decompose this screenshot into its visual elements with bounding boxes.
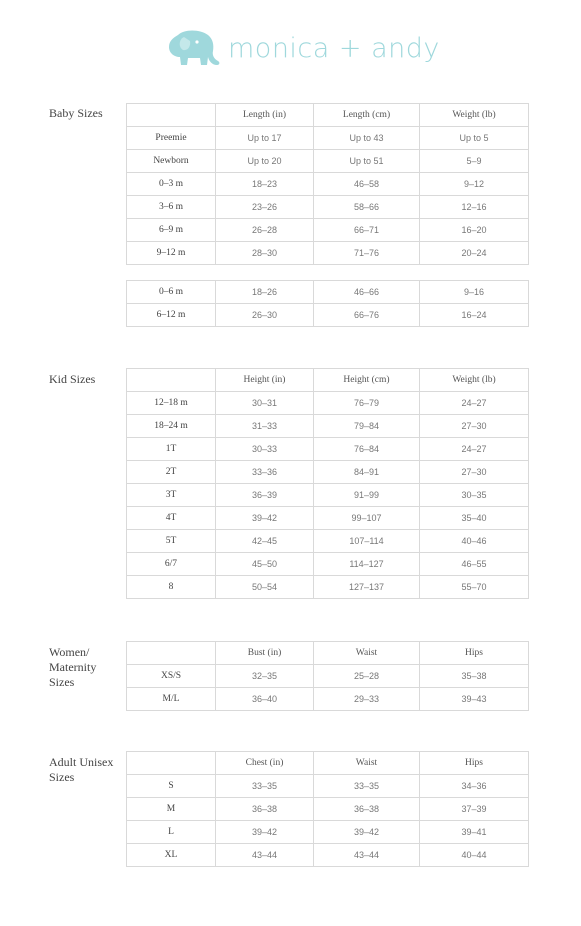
measurement-cell: 5–9 [420, 150, 529, 173]
table-row [127, 798, 529, 821]
measurement-cell: Up to 17 [216, 127, 314, 150]
measurement-cell: 18–23 [216, 173, 314, 196]
column-header: Length (in) [216, 104, 314, 127]
table-header-row [127, 642, 529, 665]
measurement-cell: Up to 20 [216, 150, 314, 173]
measurement-cell: 46–58 [314, 173, 420, 196]
header-cell-empty [127, 104, 216, 127]
measurement-cell: 23–26 [216, 196, 314, 219]
size-label-cell: XL [127, 844, 216, 867]
table-row [127, 665, 529, 688]
measurement-cell: 35–38 [420, 665, 529, 688]
baby-sizes-table-extra [126, 280, 529, 327]
size-label-cell: 4T [127, 507, 216, 530]
table-row [127, 438, 529, 461]
column-header: Weight (lb) [420, 369, 529, 392]
table-row [127, 553, 529, 576]
table-row [127, 844, 529, 867]
women-title-line: Maternity [49, 660, 97, 674]
table-row [127, 173, 529, 196]
size-label-cell: 9–12 m [127, 242, 216, 265]
measurement-cell: 66–71 [314, 219, 420, 242]
adult-title-line: Adult Unisex [49, 755, 114, 769]
measurement-cell: 27–30 [420, 461, 529, 484]
measurement-cell: 34–36 [420, 775, 529, 798]
baby-sizes-table [126, 103, 529, 265]
measurement-cell: 107–114 [314, 530, 420, 553]
measurement-cell: 27–30 [420, 415, 529, 438]
column-header: Height (cm) [314, 369, 420, 392]
measurement-cell: 25–28 [314, 665, 420, 688]
table-header-row [127, 752, 529, 775]
column-header: Height (in) [216, 369, 314, 392]
table-row [127, 688, 529, 711]
measurement-cell: 76–84 [314, 438, 420, 461]
measurement-cell: 33–35 [216, 775, 314, 798]
adult-sizes-title [49, 755, 113, 785]
table-row [127, 821, 529, 844]
measurement-cell: 24–27 [420, 392, 529, 415]
size-label-cell: 12–18 m [127, 392, 216, 415]
table-row [127, 530, 529, 553]
measurement-cell: 30–35 [420, 484, 529, 507]
measurement-cell: 33–36 [216, 461, 314, 484]
measurement-cell: Up to 5 [420, 127, 529, 150]
measurement-cell: 50–54 [216, 576, 314, 599]
measurement-cell: 39–42 [314, 821, 420, 844]
table-row [127, 127, 529, 150]
size-label-cell: Newborn [127, 150, 216, 173]
measurement-cell: 35–40 [420, 507, 529, 530]
table-row [127, 415, 529, 438]
header-cell-empty [127, 642, 216, 665]
measurement-cell: 29–33 [314, 688, 420, 711]
table-header-row [127, 104, 529, 127]
measurement-cell: 36–38 [314, 798, 420, 821]
women-sizes-table [126, 641, 529, 711]
measurement-cell: 42–45 [216, 530, 314, 553]
measurement-cell: 46–66 [314, 281, 420, 304]
table-row [127, 576, 529, 599]
table-row [127, 304, 529, 327]
measurement-cell: 24–27 [420, 438, 529, 461]
measurement-cell: 79–84 [314, 415, 420, 438]
measurement-cell: 31–33 [216, 415, 314, 438]
size-label-cell: 3–6 m [127, 196, 216, 219]
adult-sizes-table [126, 751, 529, 867]
table-row [127, 461, 529, 484]
measurement-cell: 40–46 [420, 530, 529, 553]
size-label-cell: 1T [127, 438, 216, 461]
size-label-cell: 6–12 m [127, 304, 216, 327]
column-header: Waist [314, 642, 420, 665]
table-row [127, 242, 529, 265]
measurement-cell: 58–66 [314, 196, 420, 219]
elephant-icon [164, 27, 222, 69]
size-label-cell: 8 [127, 576, 216, 599]
measurement-cell: 16–24 [420, 304, 529, 327]
measurement-cell: 46–55 [420, 553, 529, 576]
column-header: Chest (in) [216, 752, 314, 775]
measurement-cell: Up to 43 [314, 127, 420, 150]
size-label-cell: Preemie [127, 127, 216, 150]
table-row [127, 775, 529, 798]
measurement-cell: 40–44 [420, 844, 529, 867]
women-title-line: Women/ [49, 645, 90, 659]
measurement-cell: 39–41 [420, 821, 529, 844]
size-label-cell: 5T [127, 530, 216, 553]
size-label-cell: 18–24 m [127, 415, 216, 438]
table-row [127, 507, 529, 530]
adult-title-line: Sizes [49, 770, 75, 784]
brand-name: monica + andy [228, 32, 440, 64]
measurement-cell: 99–107 [314, 507, 420, 530]
measurement-cell: 43–44 [314, 844, 420, 867]
measurement-cell: 37–39 [420, 798, 529, 821]
measurement-cell: 26–30 [216, 304, 314, 327]
size-label-cell: 0–3 m [127, 173, 216, 196]
measurement-cell: 9–16 [420, 281, 529, 304]
measurement-cell: 43–44 [216, 844, 314, 867]
measurement-cell: 84–91 [314, 461, 420, 484]
header-cell-empty [127, 752, 216, 775]
size-label-cell: L [127, 821, 216, 844]
measurement-cell: 36–39 [216, 484, 314, 507]
table-row [127, 219, 529, 242]
column-header: Hips [420, 752, 529, 775]
baby-sizes-title: Baby Sizes [49, 106, 103, 120]
column-header: Waist [314, 752, 420, 775]
table-row [127, 196, 529, 219]
measurement-cell: 33–35 [314, 775, 420, 798]
measurement-cell: 45–50 [216, 553, 314, 576]
header-cell-empty [127, 369, 216, 392]
measurement-cell: 36–40 [216, 688, 314, 711]
measurement-cell: 36–38 [216, 798, 314, 821]
measurement-cell: 114–127 [314, 553, 420, 576]
measurement-cell: 12–16 [420, 196, 529, 219]
measurement-cell: 76–79 [314, 392, 420, 415]
size-label-cell: M [127, 798, 216, 821]
measurement-cell: 39–43 [420, 688, 529, 711]
measurement-cell: 30–31 [216, 392, 314, 415]
measurement-cell: Up to 51 [314, 150, 420, 173]
measurement-cell: 20–24 [420, 242, 529, 265]
measurement-cell: 9–12 [420, 173, 529, 196]
column-header: Bust (in) [216, 642, 314, 665]
size-label-cell: 6–9 m [127, 219, 216, 242]
measurement-cell: 18–26 [216, 281, 314, 304]
measurement-cell: 55–70 [420, 576, 529, 599]
column-header: Weight (lb) [420, 104, 529, 127]
size-label-cell: 6/7 [127, 553, 216, 576]
women-title-line: Sizes [49, 675, 75, 689]
women-sizes-title [49, 645, 96, 690]
table-row [127, 392, 529, 415]
measurement-cell: 39–42 [216, 507, 314, 530]
measurement-cell: 28–30 [216, 242, 314, 265]
table-row [127, 150, 529, 173]
size-label-cell: 3T [127, 484, 216, 507]
measurement-cell: 30–33 [216, 438, 314, 461]
measurement-cell: 39–42 [216, 821, 314, 844]
table-row [127, 484, 529, 507]
size-label-cell: 0–6 m [127, 281, 216, 304]
table-row [127, 281, 529, 304]
measurement-cell: 66–76 [314, 304, 420, 327]
measurement-cell: 91–99 [314, 484, 420, 507]
measurement-cell: 26–28 [216, 219, 314, 242]
size-label-cell: XS/S [127, 665, 216, 688]
measurement-cell: 127–137 [314, 576, 420, 599]
kid-sizes-title: Kid Sizes [49, 372, 96, 386]
size-label-cell: M/L [127, 688, 216, 711]
kid-sizes-table [126, 368, 529, 599]
measurement-cell: 71–76 [314, 242, 420, 265]
column-header: Length (cm) [314, 104, 420, 127]
brand-logo [164, 26, 440, 70]
measurement-cell: 16–20 [420, 219, 529, 242]
measurement-cell: 32–35 [216, 665, 314, 688]
column-header: Hips [420, 642, 529, 665]
table-header-row [127, 369, 529, 392]
size-label-cell: 2T [127, 461, 216, 484]
size-label-cell: S [127, 775, 216, 798]
